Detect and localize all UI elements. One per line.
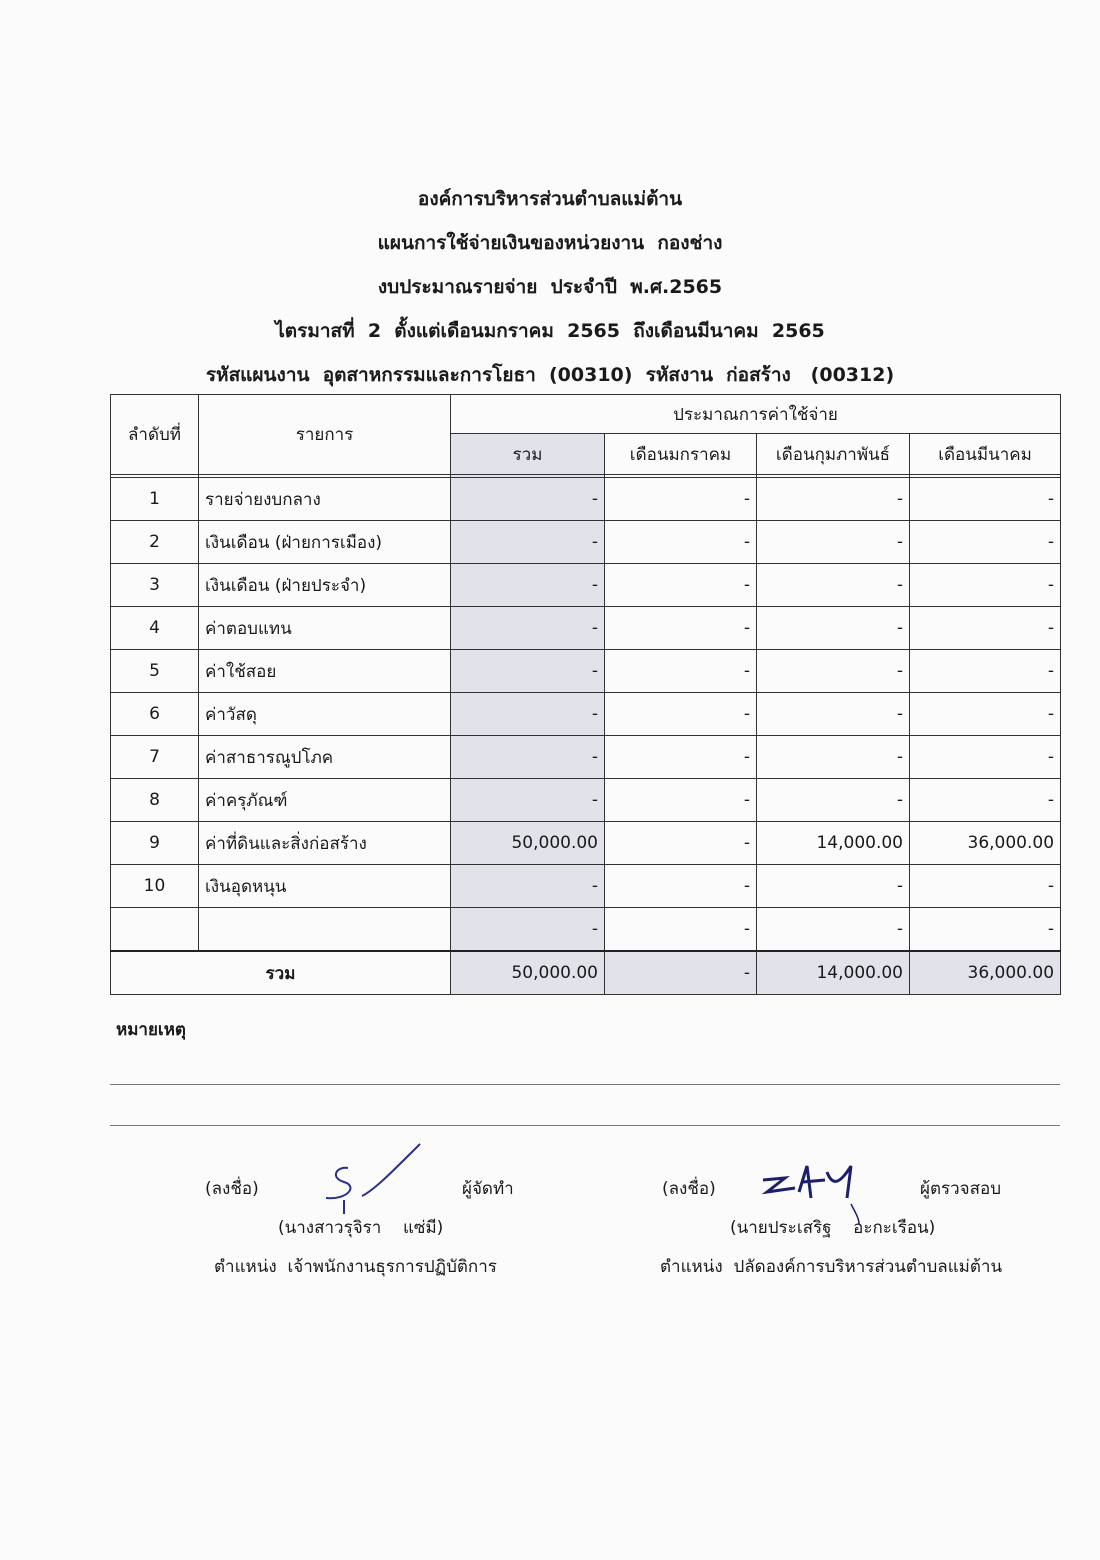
total-jan: - [605, 951, 757, 995]
table-row [111, 908, 1061, 952]
cell-feb: - [757, 779, 910, 822]
remark-label: หมายเหตุ [116, 1020, 186, 1040]
total-mar: 36,000.00 [910, 951, 1061, 995]
cell-no [111, 908, 199, 952]
cell-no: 6 [111, 693, 199, 736]
name-reviewer: (นายประเสริฐ อะกะเรือน) [730, 1218, 936, 1238]
quarter-range: ไตรมาสที่ 2 ตั้งแต่เดือนมกราคม 2565 ถึงเดือนมีนาคม 2565 [275, 320, 825, 342]
cell-item: ค่าสาธารณูปโภค [199, 736, 451, 779]
cell-mar: - [910, 607, 1061, 650]
cell-feb: - [757, 607, 910, 650]
expense-plan-table [110, 394, 1061, 995]
cell-no: 9 [111, 822, 199, 865]
table-row [111, 607, 1061, 650]
cell-feb: - [757, 693, 910, 736]
cell-item: รายจ่ายงบกลาง [199, 478, 451, 521]
cell-feb: - [757, 865, 910, 908]
cell-total: - [451, 478, 605, 521]
cell-mar: - [910, 564, 1061, 607]
table-row [111, 650, 1061, 693]
col-header-no: ลำดับที่ [111, 395, 199, 475]
role-preparer: ผู้จัดทำ [462, 1179, 514, 1199]
cell-no: 4 [111, 607, 199, 650]
table-row [111, 564, 1061, 607]
col-header-item: รายการ [199, 395, 451, 475]
cell-feb: - [757, 650, 910, 693]
cell-mar: - [910, 693, 1061, 736]
cell-mar: - [910, 779, 1061, 822]
name-preparer: (นางสาวรุจิรา แซ่มี) [278, 1218, 444, 1238]
cell-jan: - [605, 693, 757, 736]
cell-jan: - [605, 865, 757, 908]
budget-year: งบประมาณรายจ่าย ประจำปี พ.ศ.2565 [377, 276, 723, 298]
cell-mar: - [910, 650, 1061, 693]
cell-no: 2 [111, 521, 199, 564]
col-header-estimate: ประมาณการค่าใช้จ่าย [451, 395, 1061, 434]
table-row [111, 822, 1061, 865]
cell-item: ค่าครุภัณฑ์ [199, 779, 451, 822]
table-row [111, 736, 1061, 779]
cell-no: 1 [111, 478, 199, 521]
cell-jan: - [605, 650, 757, 693]
cell-feb: - [757, 478, 910, 521]
table-row [111, 779, 1061, 822]
table-row [111, 693, 1061, 736]
cell-total: - [451, 650, 605, 693]
col-header-mar: เดือนมีนาคม [910, 434, 1061, 475]
remark-line [110, 1084, 1060, 1085]
table-row [111, 521, 1061, 564]
cell-jan: - [605, 478, 757, 521]
cell-mar: 36,000.00 [910, 822, 1061, 865]
cell-no: 5 [111, 650, 199, 693]
cell-no: 3 [111, 564, 199, 607]
cell-feb: - [757, 736, 910, 779]
cell-feb: 14,000.00 [757, 822, 910, 865]
signature-left [318, 1140, 428, 1220]
cell-total: - [451, 607, 605, 650]
cell-jan: - [605, 908, 757, 952]
cell-feb: - [757, 564, 910, 607]
cell-item: เงินอุดหนุน [199, 865, 451, 908]
cell-item: ค่าตอบแทน [199, 607, 451, 650]
remark-line [110, 1125, 1060, 1126]
cell-item: เงินเดือน (ฝ่ายประจำ) [199, 564, 451, 607]
total-sum: 50,000.00 [451, 951, 605, 995]
cell-mar: - [910, 908, 1061, 952]
cell-jan: - [605, 779, 757, 822]
cell-item: ค่าวัสดุ [199, 693, 451, 736]
cell-jan: - [605, 521, 757, 564]
cell-total: 50,000.00 [451, 822, 605, 865]
cell-item: เงินเดือน (ฝ่ายการเมือง) [199, 521, 451, 564]
cell-total: - [451, 564, 605, 607]
total-row [111, 951, 1061, 995]
cell-total: - [451, 693, 605, 736]
total-label: รวม [111, 951, 451, 995]
plan-codes: รหัสแผนงาน อุตสาหกรรมและการโยธา (00310) รหัสงาน ก่อสร้าง (00312) [205, 364, 895, 386]
total-feb: 14,000.00 [757, 951, 910, 995]
cell-jan: - [605, 607, 757, 650]
org-title: องค์การบริหารส่วนตำบลแม่ต้าน [417, 188, 683, 210]
role-reviewer: ผู้ตรวจสอบ [920, 1179, 1002, 1199]
table-row [111, 865, 1061, 908]
cell-mar: - [910, 521, 1061, 564]
cell-total: - [451, 865, 605, 908]
position-reviewer: ตำแหน่ง ปลัดองค์การบริหารส่วนตำบลแม่ต้าน [660, 1257, 1003, 1277]
cell-item: ค่าใช้สอย [199, 650, 451, 693]
cell-total: - [451, 779, 605, 822]
col-header-feb: เดือนกุมภาพันธ์ [757, 434, 910, 475]
cell-feb: - [757, 521, 910, 564]
cell-mar: - [910, 478, 1061, 521]
cell-total: - [451, 736, 605, 779]
cell-no: 8 [111, 779, 199, 822]
cell-jan: - [605, 736, 757, 779]
cell-feb: - [757, 908, 910, 952]
cell-item: ค่าที่ดินและสิ่งก่อสร้าง [199, 822, 451, 865]
cell-no: 10 [111, 865, 199, 908]
cell-no: 7 [111, 736, 199, 779]
cell-total: - [451, 521, 605, 564]
col-header-jan: เดือนมกราคม [605, 434, 757, 475]
plan-title: แผนการใช้จ่ายเงินของหน่วยงาน กองช่าง [377, 232, 723, 254]
cell-item [199, 908, 451, 952]
sign-label-right: (ลงชื่อ) [662, 1179, 716, 1199]
position-preparer: ตำแหน่ง เจ้าพนักงานธุรการปฏิบัติการ [214, 1257, 497, 1277]
sign-label-left: (ลงชื่อ) [205, 1179, 259, 1199]
cell-mar: - [910, 736, 1061, 779]
cell-jan: - [605, 564, 757, 607]
table-row [111, 478, 1061, 521]
cell-total: - [451, 908, 605, 952]
col-header-total: รวม [451, 434, 605, 475]
cell-mar: - [910, 865, 1061, 908]
cell-jan: - [605, 822, 757, 865]
